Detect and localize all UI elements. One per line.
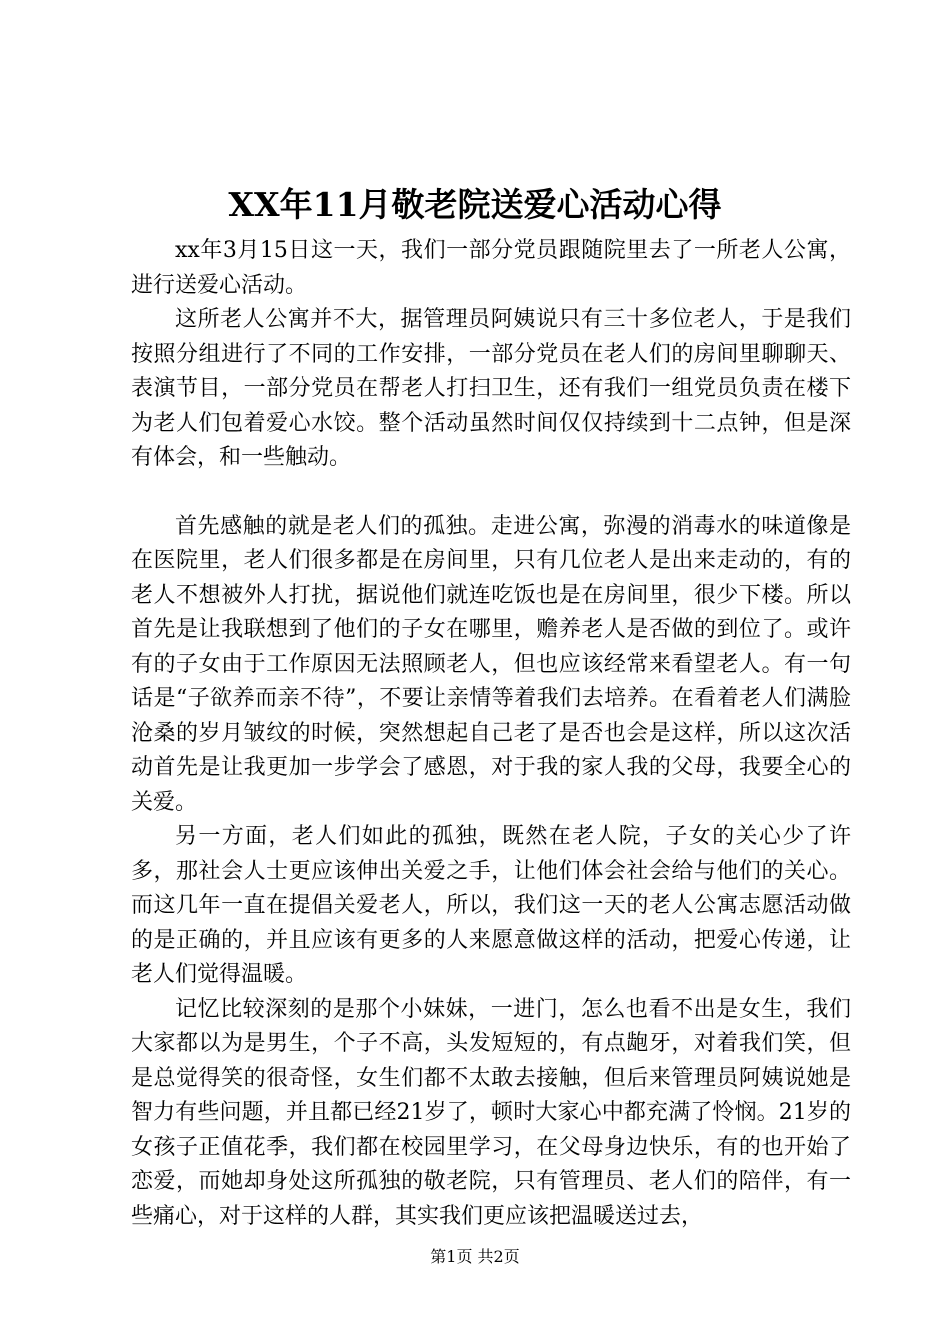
paragraph-5: 记忆比较深刻的是那个小妹妹，一进门，怎么也看不出是女生，我们大家都以为是男生，个子不高，头发短短的，有点龅牙，对着我们笑，但是总觉得笑的很奇怪，女生们都不太敢去接触，但后来管理员阿姨说她是智力有些问题，并且都已经21岁了，顿时大家心中都充满了怜悯。21岁的女孩子正值花季，我们都在校园里学习，在父母身边快乐，有的也开始了恋爱，而她却身处这所孤独的敬老院，只有管理员、老人们的陪伴，有一些痛心，对于这样的人群，其实我们更应该把温暖送过去， [131,996,851,1229]
page-footer: 第1页 共2页 [430,1247,520,1266]
paragraph-1: xx年3月15日这一天，我们一部分党员跟随院里去了一所老人公寓，进行送爱心活动。 [131,238,851,298]
document-title: XX年11月敬老院送爱心活动心得 [228,185,722,224]
paragraph-2: 这所老人公寓并不大，据管理员阿姨说只有三十多位老人，于是我们按照分组进行了不同的工作安排，一部分党员在老人们的房间里聊聊天、表演节目，一部分党员在帮老人打扫卫生，还有我们一组党员负责在楼下为老人们包着爱心水饺。整个活动虽然时间仅仅持续到十二点钟，但是深有体会，和一些触动。 [131,307,851,470]
paragraph-3: 首先感触的就是老人们的孤独。走进公寓，弥漫的消毒水的味道像是在医院里，老人们很多都是在房间里，只有几位老人是出来走动的，有的老人不想被外人打扰，据说他们就连吃饭也是在房间里，很少下楼。所以首先是让我联想到了他们的子女在哪里，赡养老人是否做的到位了。或许有的子女由于工作原因无法照顾老人，但也应该经常来看望老人。有一句话是“子欲养而亲不待”，不要让亲情等着我们去培养。在看着老人们满脸沧桑的岁月皱纹的时候，突然想起自己老了是否也会是这样，所以这次活动首先是让我更加一步学会了感恩，对于我的家人我的父母，我要全心的关爱。 [131,513,851,815]
document-body [131,234,851,1234]
paragraph-4: 另一方面，老人们如此的孤独，既然在老人院，子女的关心少了许多，那社会人士更应该伸出关爱之手，让他们体会社会给与他们的关心。而这几年一直在提倡关爱老人，所以，我们这一天的老人公寓志愿活动做的是正确的，并且应该有更多的人来愿意做这样的活动，把爱心传递，让老人们觉得温暖。 [131,824,851,987]
